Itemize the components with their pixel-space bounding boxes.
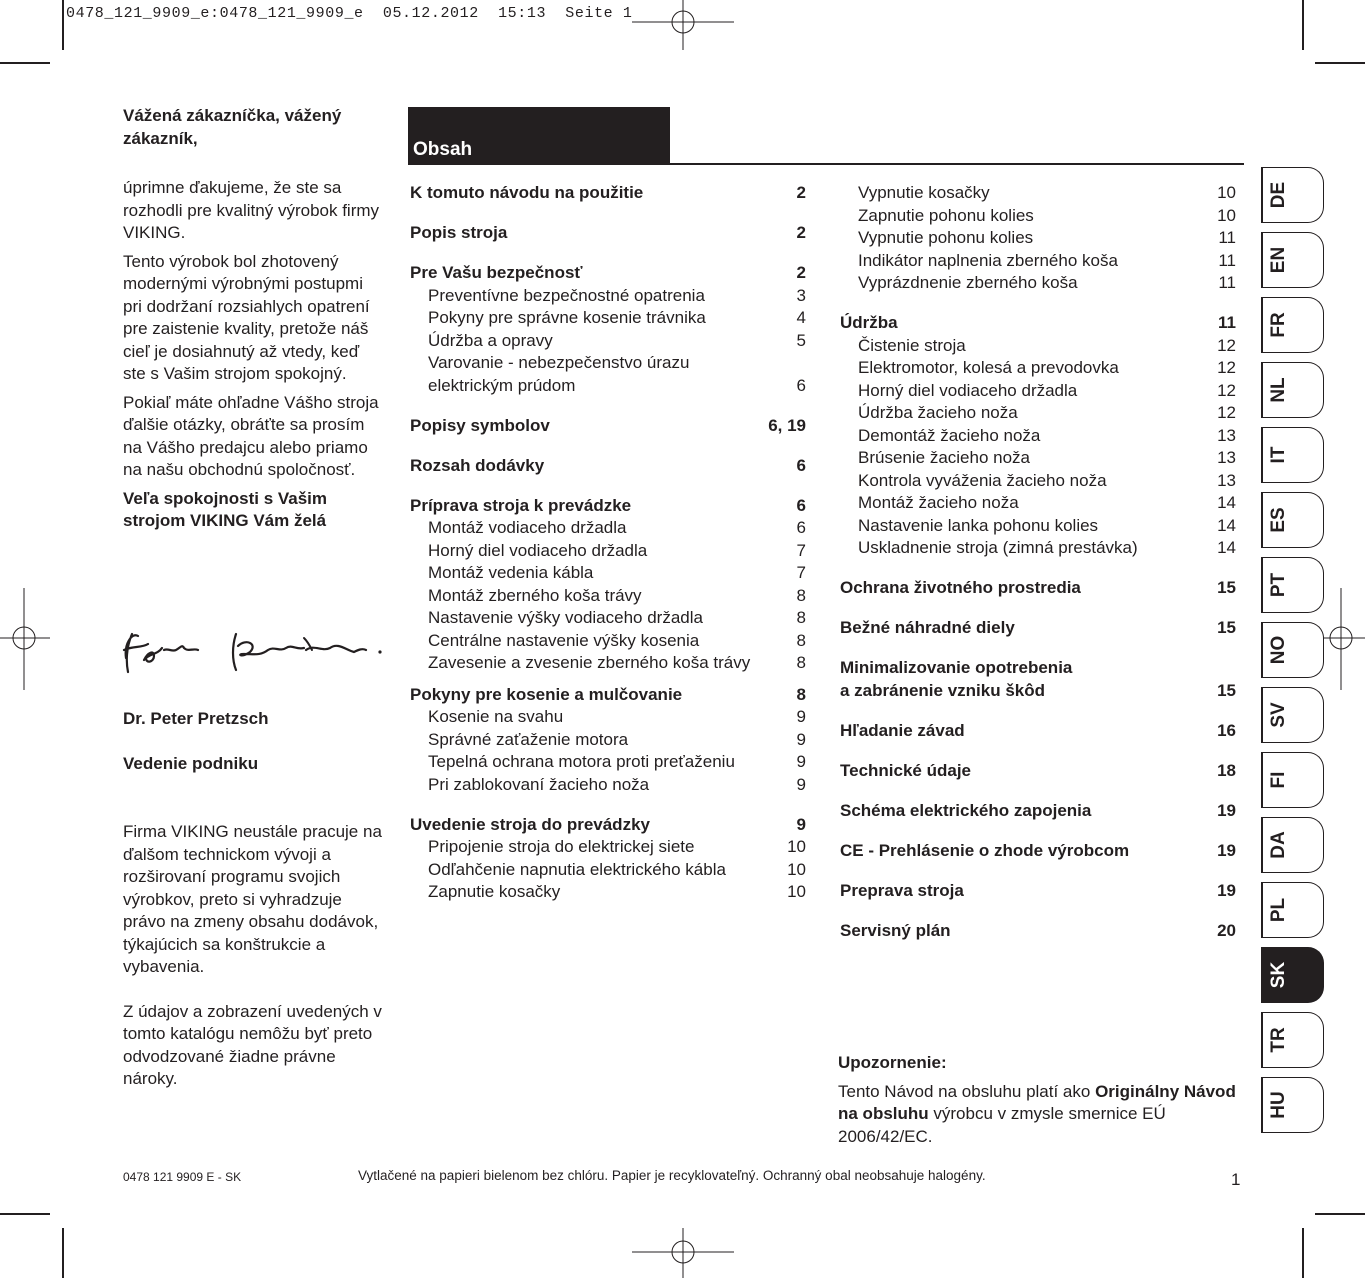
toc-entry xyxy=(410,517,806,540)
toc-entry-page: 9 xyxy=(796,707,806,726)
toc-entry-page: 14 xyxy=(1217,515,1236,535)
toc-entry xyxy=(840,182,1236,205)
toc-column-2 xyxy=(840,182,1236,942)
language-tab-es[interactable] xyxy=(1261,492,1324,548)
toc-entry-title: Indikátor naplnenia zberného koša xyxy=(858,250,1118,270)
toc-entry-page: 11 xyxy=(1218,313,1236,332)
toc-entry-title: Brúsenie žacieho noža xyxy=(858,448,1031,467)
toc-entry-title: Montáž zberného koša trávy xyxy=(428,585,642,605)
toc-entry-title: Pre Vašu bezpečnosť xyxy=(410,263,583,282)
toc-entry xyxy=(410,836,806,859)
toc-entry xyxy=(410,352,806,375)
toc-entry xyxy=(840,800,1236,823)
toc-entry-title: Údržba žacieho noža xyxy=(858,403,1018,422)
toc-entry xyxy=(410,495,806,518)
toc-entry xyxy=(840,880,1236,903)
toc-entry xyxy=(410,881,806,904)
signer-role: Vedenie podniku xyxy=(123,754,259,773)
toc-column-1 xyxy=(410,182,806,904)
toc-entry-title: Príprava stroja k prevádzke xyxy=(410,495,632,515)
notice-title: Upozornenie: xyxy=(838,1053,947,1072)
language-tab-pl[interactable] xyxy=(1261,882,1324,938)
toc-entry-title: Rozsah dodávky xyxy=(410,455,545,475)
greeting: Vážená zákazníčka, vážený zákazník, xyxy=(123,106,342,148)
toc-entry xyxy=(410,607,806,630)
toc-entry-title: Elektromotor, kolesá a prevodovka xyxy=(858,358,1119,377)
toc-entry-title: Údržba xyxy=(840,313,898,332)
toc-entry-page: 9 xyxy=(796,752,806,771)
toc-entry xyxy=(840,402,1236,425)
toc-entry xyxy=(840,840,1236,863)
language-tab-label: DA xyxy=(1268,831,1289,859)
toc-entry-page: 6 xyxy=(796,495,806,515)
toc-entry xyxy=(840,312,1236,335)
toc-entry-page: 9 xyxy=(796,814,806,834)
language-tab-nl[interactable] xyxy=(1261,362,1324,418)
closing: Veľa spokojnosti s Vašim strojom VIKING Vám želá xyxy=(123,488,328,530)
toc-entry-title: Zavesenie a zvesenie zberného koša trávy xyxy=(428,653,751,672)
toc-entry-title: Zapnutie kosačky xyxy=(428,882,561,901)
toc-entry-page: 13 xyxy=(1217,448,1236,467)
toc-entry-page: 15 xyxy=(1217,680,1236,700)
signature xyxy=(118,620,390,682)
toc-entry xyxy=(410,774,806,797)
toc-entry-page: 12 xyxy=(1217,403,1236,422)
toc-entry-title: CE - Prehlásenie o zhode výrobcom xyxy=(840,840,1130,860)
doc-number: 0478 121 9909 E - SK xyxy=(123,1170,242,1184)
toc-title-bar xyxy=(408,107,670,164)
language-tab-de[interactable] xyxy=(1261,167,1324,223)
toc-entry xyxy=(840,250,1236,273)
toc-entry-title: Technické údaje xyxy=(840,760,972,780)
language-tab-label: SK xyxy=(1268,961,1289,989)
toc-entry-title: Odľahčenie napnutia elektrického kábla xyxy=(428,859,726,879)
toc-entry-page: 2 xyxy=(796,183,806,202)
toc-entry xyxy=(840,680,1236,703)
toc-entry-page: 11 xyxy=(1218,273,1236,292)
toc-entry-page: 16 xyxy=(1217,720,1236,740)
notice-text: Tento Návod na obsluhu platí ako Originálny Návod na obsluhu výrobcu v zmysle smernice EÚ 2006/42/EC. xyxy=(838,1081,1236,1146)
toc-entry xyxy=(840,335,1236,358)
language-tab-label: FI xyxy=(1268,771,1289,789)
toc-entry xyxy=(410,540,806,563)
toc-entry-title: Preventívne bezpečnostné opatrenia xyxy=(428,285,705,305)
toc-entry xyxy=(840,760,1236,783)
toc-entry xyxy=(410,182,806,205)
toc-entry-title: Pri zablokovaní žacieho noža xyxy=(428,774,650,794)
toc-entry xyxy=(840,657,1236,680)
toc-entry-page: 14 xyxy=(1217,538,1236,557)
print-header: 0478_121_9909_e:0478_121_9909_e 05.12.2012 15:13 Seite 1 xyxy=(66,5,633,22)
toc-entry-title: Montáž vedenia kábla xyxy=(428,563,594,582)
toc-entry-title: Vypnutie kosačky xyxy=(858,183,990,202)
toc-entry-page: 7 xyxy=(796,563,806,582)
language-tab-label: IT xyxy=(1268,446,1289,464)
toc-entry-page: 12 xyxy=(1217,380,1236,400)
letter-paragraph: Tento výrobok bol zhotovený modernými výrobnými postupmi pri dodržaní rozsiahlych opatrení pre zaistenie kvality, pretože náš cieľ je dosiahnutý až vtedy, keď ste s Vašim strojom spokojný. xyxy=(123,251,370,383)
toc-entry-page: 20 xyxy=(1217,920,1236,940)
toc-entry xyxy=(410,455,806,478)
language-tab-fr[interactable] xyxy=(1261,297,1324,353)
toc-entry xyxy=(840,357,1236,380)
toc-entry-page: 19 xyxy=(1217,880,1236,900)
toc-entry-page: 10 xyxy=(1217,183,1236,202)
language-tab-label: HU xyxy=(1268,1091,1289,1119)
toc-entry-page: 8 xyxy=(796,653,806,672)
toc-entry-title: Ochrana životného prostredia xyxy=(840,578,1081,597)
toc-entry-page: 15 xyxy=(1217,618,1236,637)
toc-entry-title: Minimalizovanie opotrebenia xyxy=(840,658,1073,677)
toc-entry-title: Uvedenie stroja do prevádzky xyxy=(410,814,650,834)
toc-entry-page: 13 xyxy=(1217,425,1236,445)
toc-entry-title: Nastavenie lanka pohonu kolies xyxy=(858,515,1099,535)
toc-entry xyxy=(410,630,806,653)
toc-entry-title: Hľadanie závad xyxy=(840,720,965,740)
toc-entry-page: 12 xyxy=(1217,358,1236,377)
toc-entry-title: Pokyny pre kosenie a mulčovanie xyxy=(410,684,683,704)
toc-entry xyxy=(410,330,806,353)
toc-entry-title: K tomuto návodu na použitie xyxy=(410,183,644,202)
toc-entry-page: 8 xyxy=(796,630,806,650)
toc-entry-page: 19 xyxy=(1217,800,1236,820)
toc-entry xyxy=(410,285,806,308)
toc-entry-page: 6 xyxy=(796,375,806,395)
toc-entry xyxy=(840,577,1236,600)
toc-entry xyxy=(410,652,806,675)
language-tab-pt[interactable] xyxy=(1261,557,1324,613)
toc-entry-title: Popisy symbolov xyxy=(410,415,550,435)
language-tab-label: FR xyxy=(1268,312,1289,338)
toc-entry xyxy=(840,425,1236,448)
toc-entry-title: Údržba a opravy xyxy=(428,330,553,350)
toc-entry-title: Schéma elektrického zapojenia xyxy=(840,800,1092,820)
toc-entry-title: Popis stroja xyxy=(410,223,508,242)
disclaimer-paragraph: Firma VIKING neustále pracuje na ďalšom technickom vývoji a rozširovaní programu svojich výrobkov, preto si vyhradzuje právo na zmeny obsahu dodávok, týkajúcich sa konštrukcie a vybavenia. xyxy=(123,822,382,976)
toc-entry xyxy=(840,447,1236,470)
language-tab-label: ES xyxy=(1268,507,1289,533)
toc-entry xyxy=(410,684,806,707)
toc-entry-page: 3 xyxy=(796,285,806,305)
language-tab-label: TR xyxy=(1268,1027,1289,1053)
language-tab-hu[interactable] xyxy=(1261,1077,1324,1133)
language-tab-no[interactable] xyxy=(1261,622,1324,678)
registration-mark-top xyxy=(632,0,734,50)
toc-entry xyxy=(410,751,806,774)
toc-entry xyxy=(840,380,1236,403)
toc-entry-page: 10 xyxy=(1217,205,1236,225)
toc-entry-title: Servisný plán xyxy=(840,920,951,940)
toc-entry xyxy=(840,272,1236,295)
toc-entry-title: Zapnutie pohonu kolies xyxy=(858,205,1034,225)
registration-mark-left xyxy=(0,588,50,690)
toc-entry-title: Horný diel vodiaceho držadla xyxy=(428,540,648,560)
toc-entry xyxy=(410,585,806,608)
toc-entry-title: Nastavenie výšky vodiaceho držadla xyxy=(428,608,703,627)
toc-entry xyxy=(840,617,1236,640)
toc-entry-page: 12 xyxy=(1217,335,1236,355)
toc-entry-page: 10 xyxy=(787,837,806,856)
toc-entry-title: Uskladnenie stroja (zimná prestávka) xyxy=(858,538,1138,557)
language-tab-it[interactable] xyxy=(1261,427,1324,483)
toc-entry-page: 11 xyxy=(1218,250,1236,270)
toc-entry-page: 19 xyxy=(1217,840,1236,860)
toc-entry xyxy=(410,375,806,398)
toc-entry-title: Demontáž žacieho noža xyxy=(858,425,1041,445)
toc-entry-title: Správné zaťaženie motora xyxy=(428,729,629,749)
language-tab-label: NL xyxy=(1268,377,1289,403)
toc-entry xyxy=(410,706,806,729)
language-tab-da[interactable] xyxy=(1261,817,1324,873)
language-tab-label: SV xyxy=(1268,702,1289,728)
disclaimer-paragraph: Z údajov a zobrazení uvedených v tomto katalógu nemôžu byť preto odvodzované žiadne právne nároky. xyxy=(123,1001,382,1088)
toc-entry-page: 2 xyxy=(796,223,806,242)
toc-entry-title: Kosenie na svahu xyxy=(428,707,564,726)
toc-entry-title: Tepelná ochrana motora proti preťaženiu xyxy=(428,752,735,771)
toc-entry-title: Kontrola vyváženia žacieho noža xyxy=(858,470,1107,490)
toc-entry-page: 10 xyxy=(787,882,806,901)
toc-entry-title: Vyprázdnenie zberného koša xyxy=(858,273,1078,292)
toc-entry-title: Montáž vodiaceho držadla xyxy=(428,518,627,537)
language-tab-label: NO xyxy=(1268,635,1289,665)
language-tab-fi[interactable] xyxy=(1261,752,1324,808)
signer-name: Dr. Peter Pretzsch xyxy=(123,709,269,728)
toc-divider xyxy=(408,163,1244,165)
toc-entry-page: 18 xyxy=(1217,760,1236,780)
toc-entry xyxy=(410,729,806,752)
toc-entry-title: Preprava stroja xyxy=(840,880,964,900)
toc-entry xyxy=(410,307,806,330)
toc-entry xyxy=(410,859,806,882)
toc-entry-page: 6, 19 xyxy=(768,415,806,435)
letter-paragraph: úprimne ďakujeme, že ste sa rozhodli pre kvalitný výrobok firmy VIKING. xyxy=(123,178,380,242)
toc-entry-title: Horný diel vodiaceho držadla xyxy=(858,380,1078,400)
toc-entry-page: 10 xyxy=(787,859,806,879)
toc-entry-page: 14 xyxy=(1217,493,1236,512)
toc-entry-page: 11 xyxy=(1218,228,1236,247)
toc-entry xyxy=(410,814,806,837)
toc-entry xyxy=(410,415,806,438)
toc-entry-page: 15 xyxy=(1217,578,1236,597)
toc-title: Obsah xyxy=(413,139,473,160)
toc-entry-page: 13 xyxy=(1217,470,1236,490)
toc-entry xyxy=(410,222,806,245)
toc-entry-title: Pokyny pre správne kosenie trávnika xyxy=(428,308,706,327)
print-note: Vytlačené na papieri bielenom bez chlóru. Papier je recyklovateľný. Ochranný obal neobsahuje halogény. xyxy=(358,1168,986,1183)
toc-entry-page: 9 xyxy=(796,774,806,794)
toc-entry-title: Čistenie stroja xyxy=(858,335,966,355)
toc-entry-title: Bežné náhradné diely xyxy=(840,618,1015,637)
language-tab-label: EN xyxy=(1268,246,1289,274)
toc-entry-page: 6 xyxy=(796,518,806,537)
letter-column xyxy=(123,105,385,539)
toc-entry-title: Vypnutie pohonu kolies xyxy=(858,228,1034,247)
toc-entry-page: 7 xyxy=(796,540,806,560)
language-tab-sv[interactable] xyxy=(1261,687,1324,743)
language-tab-label: DE xyxy=(1268,181,1289,209)
language-tab-en[interactable] xyxy=(1261,232,1324,288)
toc-entry-page: 2 xyxy=(796,263,806,282)
toc-entry-page: 5 xyxy=(796,330,806,350)
toc-entry-title: elektrickým prúdom xyxy=(428,375,576,395)
page-number: 1 xyxy=(1231,1170,1241,1189)
language-tab-label: PL xyxy=(1268,897,1289,923)
toc-entry xyxy=(840,227,1236,250)
notice xyxy=(838,1052,1242,1148)
toc-entry xyxy=(840,920,1236,943)
toc-entry xyxy=(410,262,806,285)
toc-entry-title: a zabránenie vzniku škôd xyxy=(840,680,1046,700)
toc-entry xyxy=(840,537,1236,560)
toc-entry-page: 6 xyxy=(796,455,806,475)
toc-entry-title: Varovanie - nebezpečenstvo úrazu xyxy=(428,353,690,372)
letter-paragraph: Pokiaľ máte ohľadne Vášho stroja ďalšie otázky, obráťte sa prosím na Vášho predajcu alebo priamo na našu obchodnú spoločnosť. xyxy=(123,392,379,479)
toc-entry xyxy=(840,205,1236,228)
toc-entry-title: Pripojenie stroja do elektrickej siete xyxy=(428,837,695,856)
toc-entry-page: 9 xyxy=(796,729,806,749)
toc-entry-page: 4 xyxy=(796,308,806,327)
toc-entry-title: Montáž žacieho noža xyxy=(858,493,1019,512)
toc-entry xyxy=(840,720,1236,743)
disclaimer-block xyxy=(123,821,385,1097)
toc-entry xyxy=(840,492,1236,515)
language-tab-label: PT xyxy=(1268,572,1289,598)
language-tab-tr[interactable] xyxy=(1261,1012,1324,1068)
toc-entry-page: 8 xyxy=(796,585,806,605)
toc-entry-page: 8 xyxy=(796,684,806,704)
toc-entry xyxy=(840,470,1236,493)
toc-entry xyxy=(840,515,1236,538)
language-tab-sk[interactable] xyxy=(1261,947,1324,1003)
toc-entry-title: Centrálne nastavenie výšky kosenia xyxy=(428,630,700,650)
registration-mark-bottom xyxy=(632,1228,734,1278)
toc-entry xyxy=(410,562,806,585)
toc-entry-page: 8 xyxy=(796,608,806,627)
